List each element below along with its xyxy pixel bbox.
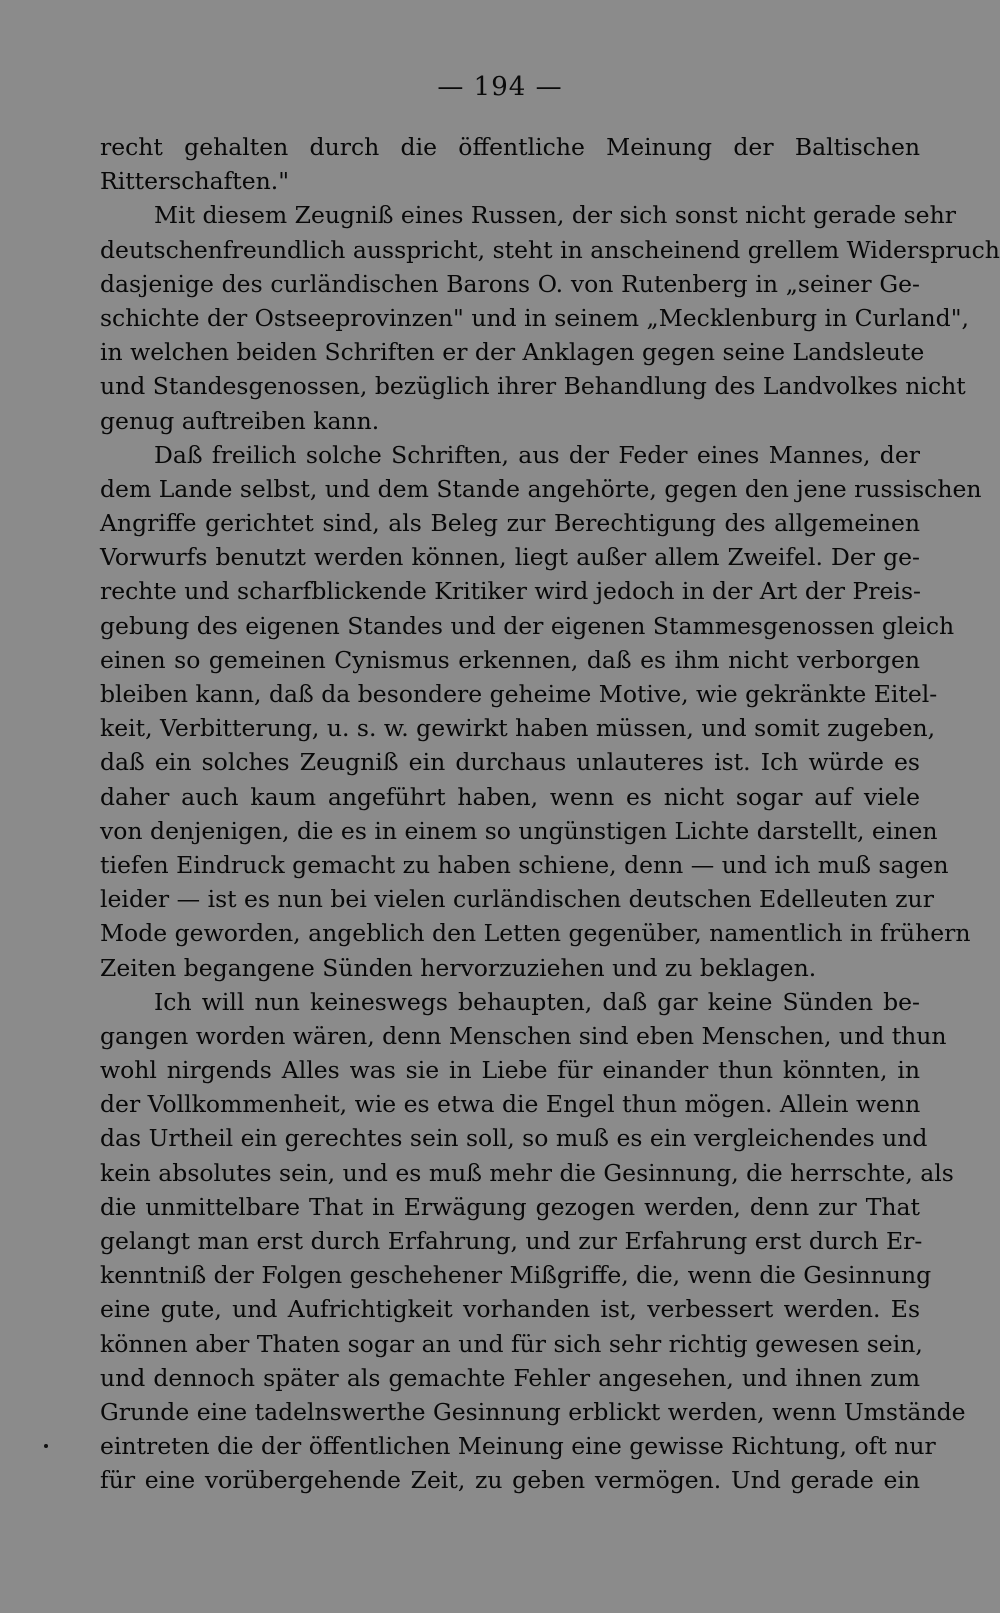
text-line: Mode geworden, angeblich den Letten gegenüber, namentlich in frühern (100, 919, 971, 948)
text-line: gebung des eigenen Standes und der eigenen Stammesgenossen gleich (100, 611, 955, 640)
text-line: in welchen beiden Schriften er der Anklagen gegen seine Landsleute (100, 338, 925, 367)
text-line: recht gehalten durch die öffentliche Meinung der Baltischen (100, 133, 920, 161)
text-line: und Standesgenossen, bezüglich ihrer Behandlung des Landvolkes nicht (100, 372, 966, 401)
text-line: einen so gemeinen Cynismus erkennen, daß es ihm nicht verborgen (100, 645, 920, 674)
text-line: gangen worden wären, denn Menschen sind eben Menschen, und thun (100, 1021, 947, 1050)
text-line: rechte und scharfblickende Kritiker wird jedoch in der Art der Preis- (100, 577, 921, 606)
text-line: der Vollkommenheit, wie es etwa die Engel thun mögen. Allein wenn (100, 1090, 921, 1119)
text-line: leider — ist es nun bei vielen curländischen deutschen Edelleuten zur (100, 885, 934, 914)
text-line: schichte der Ostseeprovinzen" und in seinem „Mecklenburg in Curland", (100, 303, 970, 332)
text-line: von denjenigen, die es in einem so ungünstigen Lichte darstellt, einen (100, 816, 938, 845)
text-line: gelangt man erst durch Erfahrung, und zur Erfahrung erst durch Er- (100, 1227, 923, 1255)
text-line: tiefen Eindruck gemacht zu haben schiene, denn — und ich muß sagen (100, 850, 949, 879)
text-line: Daß freilich solche Schriften, aus der Feder eines Mannes, der (154, 440, 920, 469)
text-line: Vorwurfs benutzt werden können, liegt außer allem Zweifel. Der ge- (100, 543, 920, 572)
text-line: daher auch kaum angeführt haben, wenn es nicht sogar auf viele (100, 782, 920, 811)
text-line: bleiben kann, daß da besondere geheime Motive, wie gekränkte Eitel- (100, 680, 938, 708)
text-line: Angriffe gerichtet sind, als Beleg zur Berechtigung des allgemeinen (100, 509, 920, 538)
text-line: für eine vorübergehende Zeit, zu geben vermögen. Und gerade ein (100, 1466, 920, 1495)
text-line: genug auftreiben kann. (100, 406, 380, 435)
text-line: Grunde eine tadelnswerthe Gesinnung erblickt werden, wenn Umstände (100, 1397, 966, 1426)
text-line: die unmittelbare That in Erwägung gezogen werden, denn zur That (100, 1192, 920, 1221)
ink-speck (44, 1444, 48, 1448)
text-line: wohl nirgends Alles was sie in Liebe für einander thun könnten, in (100, 1056, 920, 1085)
text-line: dasjenige des curländischen Barons O. von Rutenberg in „seiner Ge- (100, 269, 920, 298)
text-line: und dennoch später als gemachte Fehler angesehen, und ihnen zum (100, 1363, 920, 1392)
text-line: können aber Thaten sogar an und für sich sehr richtig gewesen sein, (100, 1329, 923, 1358)
text-line: daß ein solches Zeugniß ein durchaus unlauteres ist. Ich würde es (100, 748, 920, 777)
text-line: Ich will nun keineswegs behaupten, daß gar keine Sünden be- (154, 987, 920, 1016)
text-line: kenntniß der Folgen geschehener Mißgriffe, die, wenn die Gesinnung (100, 1261, 932, 1290)
page-number: — 194 — (437, 72, 563, 102)
text-line: deutschenfreundlich ausspricht, steht in anscheinend grellem Widerspruch (100, 235, 1000, 264)
text-line: eine gute, und Aufrichtigkeit vorhanden ist, verbessert werden. Es (100, 1295, 920, 1324)
text-line: keit, Verbitterung, u. s. w. gewirkt haben müssen, und somit zugeben, (100, 714, 936, 743)
text-line: dem Lande selbst, und dem Stande angehörte, gegen den jene russischen (100, 474, 982, 503)
text-line: das Urtheil ein gerechtes sein soll, so muß es ein vergleichendes und (100, 1124, 928, 1153)
text-line: kein absolutes sein, und es muß mehr die Gesinnung, die herrschte, als (100, 1158, 954, 1187)
text-line: eintreten die der öffentlichen Meinung eine gewisse Richtung, oft nur (100, 1432, 936, 1461)
text-line: Zeiten begangene Sünden hervorzuziehen und zu beklagen. (100, 953, 817, 982)
text-line: Ritterschaften." (100, 167, 290, 196)
body-text (100, 130, 1000, 1498)
text-line: Mit diesem Zeugniß eines Russen, der sich sonst nicht gerade sehr (154, 201, 956, 230)
